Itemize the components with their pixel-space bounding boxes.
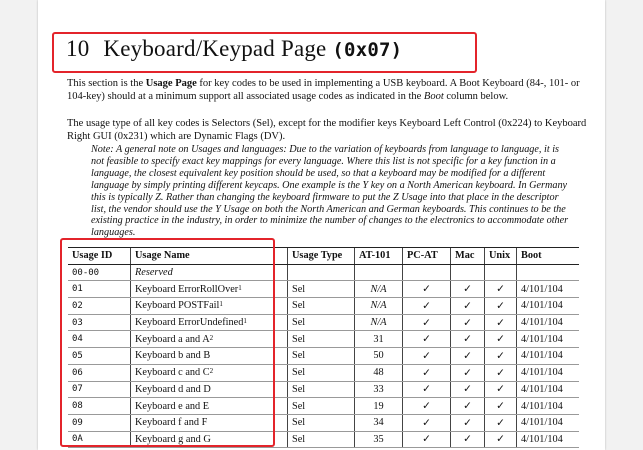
usage-id-cell: 09 [68, 414, 131, 431]
pcat-cell: ✓ [403, 348, 451, 365]
boot-cell: 4/101/104 [517, 398, 580, 415]
heading-highlight-box [52, 32, 477, 73]
unix-cell [485, 264, 517, 281]
header-unix: Unix [485, 248, 517, 265]
usage-name-text: Keyboard e and E [135, 400, 210, 412]
boot-cell: 4/101/104 [517, 281, 580, 298]
usage-name-text: Keyboard b and B [135, 350, 211, 362]
unix-cell: ✓ [485, 414, 517, 431]
usage-name-text: Keyboard a and A [135, 333, 210, 345]
unix-cell: ✓ [485, 281, 517, 298]
at101-cell: N/A [355, 298, 403, 315]
intro-text-end: column below. [443, 91, 509, 102]
usage-name-text: Keyboard c and C [135, 367, 210, 379]
section-number: 10 [66, 36, 90, 61]
header-pcat: PC-AT [403, 248, 451, 265]
usage-type-cell: Sel [288, 298, 355, 315]
mac-cell: ✓ [451, 398, 485, 415]
usage-type-cell: Sel [288, 281, 355, 298]
usage-id-cell: 0A [68, 431, 131, 448]
at101-cell: N/A [355, 281, 403, 298]
at101-cell: 50 [355, 348, 403, 365]
mac-cell: ✓ [451, 298, 485, 315]
mac-cell: ✓ [451, 348, 485, 365]
at101-cell [355, 264, 403, 281]
mac-cell: ✓ [451, 431, 485, 448]
unix-cell: ✓ [485, 381, 517, 398]
usage-id-cell: 08 [68, 398, 131, 415]
footnote-marker: 2 [209, 333, 214, 342]
mac-cell: ✓ [451, 281, 485, 298]
header-at101: AT-101 [355, 248, 403, 265]
usage-name-text: Keyboard g and G [135, 433, 211, 445]
unix-cell: ✓ [485, 398, 517, 415]
unix-cell: ✓ [485, 331, 517, 348]
mac-cell: ✓ [451, 314, 485, 331]
table-highlight-box [60, 238, 275, 447]
boot-cell: 4/101/104 [517, 381, 580, 398]
at101-cell: N/A [355, 314, 403, 331]
pcat-cell [403, 264, 451, 281]
section-title: Keyboard/Keypad Page [103, 36, 327, 61]
pcat-cell: ✓ [403, 331, 451, 348]
at101-cell: 33 [355, 381, 403, 398]
section-code: (0x07) [332, 39, 403, 61]
pcat-cell: ✓ [403, 398, 451, 415]
usage-id-cell: 04 [68, 331, 131, 348]
intro-boot: Boot [423, 91, 444, 102]
unix-cell: ✓ [485, 364, 517, 381]
unix-cell: ✓ [485, 298, 517, 315]
usage-type-cell: Sel [288, 431, 355, 448]
usage-type-cell: Sel [288, 314, 355, 331]
unix-cell: ✓ [485, 431, 517, 448]
intro-text-start: This section is the [67, 78, 146, 89]
header-mac: Mac [451, 248, 485, 265]
mac-cell: ✓ [451, 364, 485, 381]
usage-type-cell: Sel [288, 398, 355, 415]
footnote-marker: 1 [243, 317, 247, 326]
usage-id-cell: 02 [68, 298, 131, 315]
boot-cell: 4/101/104 [517, 348, 580, 365]
boot-cell: 4/101/104 [517, 414, 580, 431]
boot-cell: 4/101/104 [517, 431, 580, 448]
header-usage-type: Usage Type [288, 248, 355, 265]
usage-name-text: Keyboard f and F [135, 417, 208, 429]
usage-type-cell: Sel [288, 348, 355, 365]
at101-cell: 48 [355, 364, 403, 381]
pcat-cell: ✓ [403, 431, 451, 448]
usage-id-cell: 06 [68, 364, 131, 381]
usage-id-cell: 01 [68, 281, 131, 298]
at101-cell: 35 [355, 431, 403, 448]
usage-type-cell: Sel [288, 414, 355, 431]
pcat-cell: ✓ [403, 298, 451, 315]
pcat-cell: ✓ [403, 281, 451, 298]
footnote-marker: 1 [219, 300, 223, 309]
mac-cell [451, 264, 485, 281]
boot-cell: 4/101/104 [517, 364, 580, 381]
footnote-marker: 2 [209, 367, 214, 376]
mac-cell: ✓ [451, 331, 485, 348]
header-usage-name: Usage Name [131, 248, 288, 265]
pcat-cell: ✓ [403, 381, 451, 398]
mac-cell: ✓ [451, 414, 485, 431]
usage-type-cell: Sel [288, 364, 355, 381]
pcat-cell: ✓ [403, 314, 451, 331]
mac-cell: ✓ [451, 381, 485, 398]
usage-name-text: Reserved [135, 267, 173, 279]
usage-id-cell: 00-00 [68, 264, 131, 281]
boot-cell: 4/101/104 [517, 314, 580, 331]
intro-paragraph [67, 77, 587, 103]
usage-type-paragraph: The usage type of all key codes is Selectors (Sel), except for the modifier keys Keyboard Left Control (0x224) to Keyboard Right GUI (0x231) which are Dynamic Flags (DV). [67, 118, 587, 142]
usage-id-cell: 05 [68, 348, 131, 365]
unix-cell: ✓ [485, 314, 517, 331]
usage-name-text: Keyboard ErrorUndefined [135, 317, 244, 329]
boot-cell: 4/101/104 [517, 331, 580, 348]
at101-cell: 31 [355, 331, 403, 348]
usage-id-cell: 07 [68, 381, 131, 398]
header-usage-id: Usage ID [68, 248, 131, 265]
usage-type-cell: Sel [288, 381, 355, 398]
pcat-cell: ✓ [403, 414, 451, 431]
usage-name-text: Keyboard ErrorRollOver [135, 283, 239, 295]
usage-id-cell: 03 [68, 314, 131, 331]
language-note: Note: A general note on Usages and languages: Due to the variation of keyboards from language to language, it is not feasible to specify exact key mappings for every language. Where this list is not specific for a key function in a language, the closest equivalent key position should be used, so that a keyboard may be modified for a different language by simply printing different keycaps. One example is the Y key on a North American keyboard. In Germany this is typically Z. Rather than changing the keyboard firmware to put the Z Usage into that place in the descriptor list, the vendor should use the Y Usage on both the North American and German keyboards. This continues to be the existing practice in the industry, in order to minimize the number of changes to the electronics to accommodate other languages. [91, 144, 569, 239]
unix-cell: ✓ [485, 348, 517, 365]
usage-type-cell [288, 264, 355, 281]
footnote-marker: 1 [238, 283, 242, 292]
boot-cell: 4/101/104 [517, 298, 580, 315]
header-boot: Boot [517, 248, 580, 265]
at101-cell: 19 [355, 398, 403, 415]
boot-cell [517, 264, 580, 281]
usage-name-text: Keyboard d and D [135, 383, 211, 395]
intro-text-middle: for key codes to be used in implementing a USB keyboard. A Boot Keyboard (84-, 101- or 104-key) should at a minimum support all associated usage codes as indicated in the [67, 78, 580, 102]
usage-name-text: Keyboard POSTFail [135, 300, 220, 312]
pcat-cell: ✓ [403, 364, 451, 381]
usage-type-cell: Sel [288, 331, 355, 348]
intro-usage-page: Usage Page [145, 78, 197, 89]
at101-cell: 34 [355, 414, 403, 431]
